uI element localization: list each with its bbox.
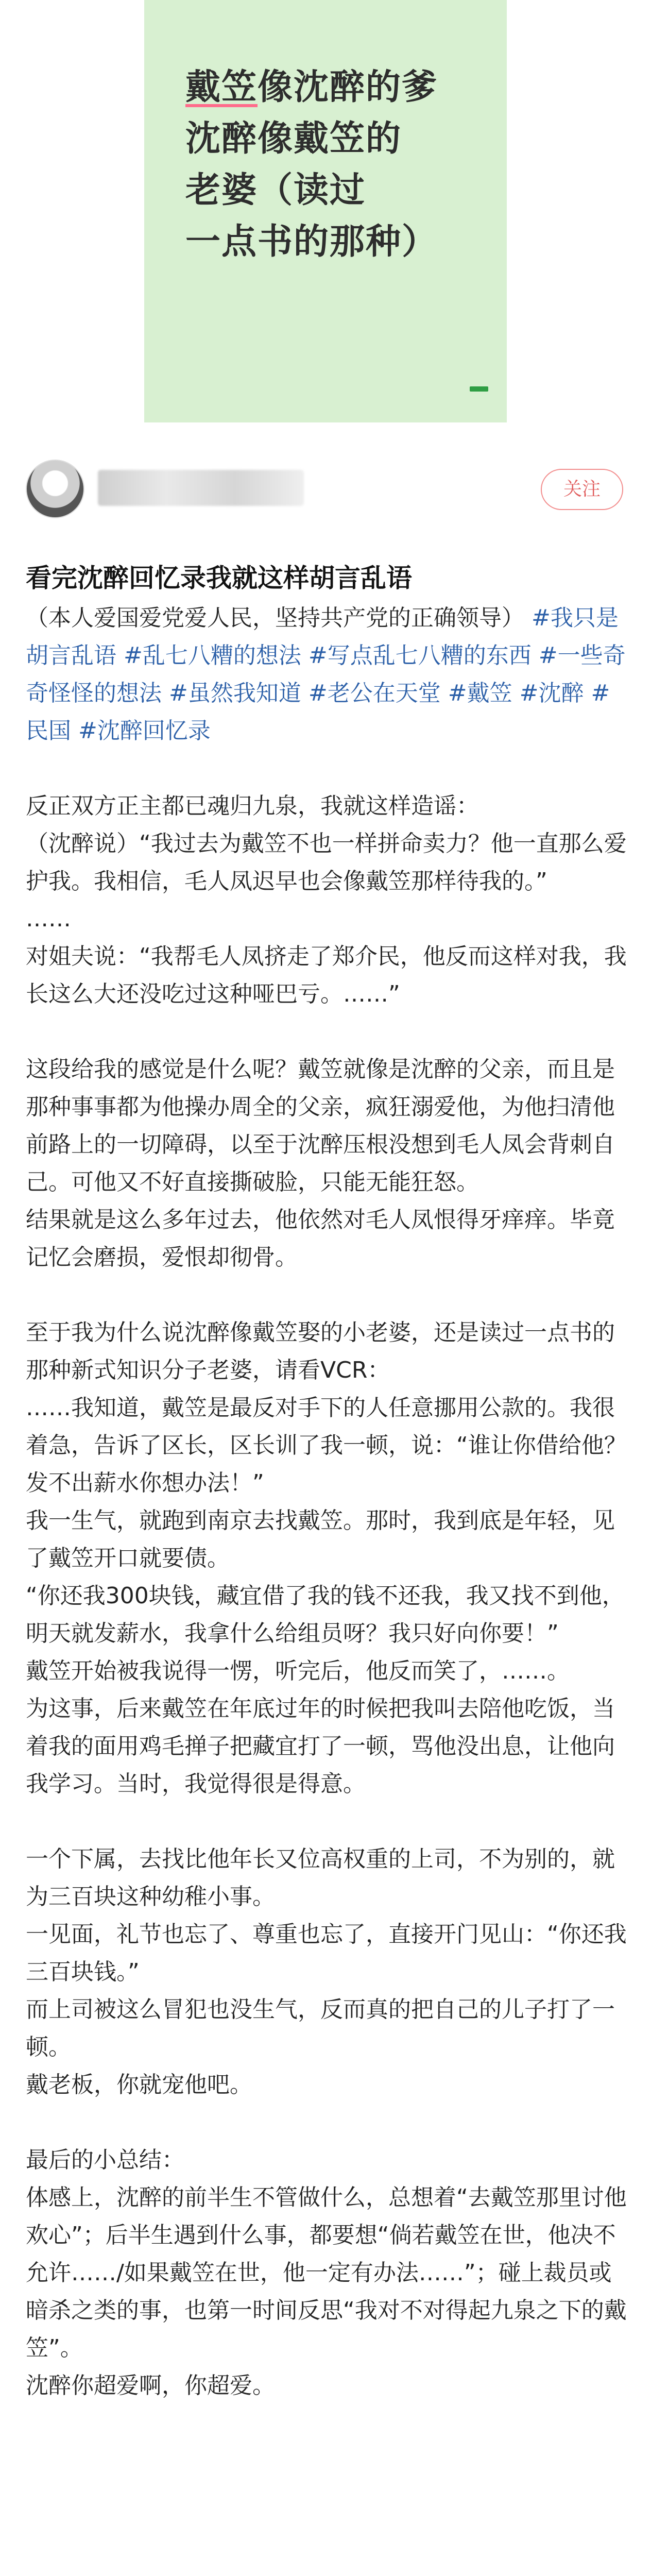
hashtag[interactable]: #沈醉回忆录 — [78, 718, 211, 744]
cover-highlight: 戴笠 — [185, 67, 258, 108]
post-paragraph-2: 这段给我的感觉是什么呢？戴笠就像是沈醉的父亲，而且是那种事事都为他操办周全的父亲，疯狂溺爱他，为他扫清他前路上的一切障碍，以至于沈醉压根没想到毛人凤会背刺自己。可他又不好直接撕破脸，只能无能狂怒。 结果就是这么多年过去，他依然对毛人凤恨得牙痒痒。毕竟记忆会磨损，爱恨却彻骨。 — [26, 1056, 615, 1270]
spacer — [26, 1013, 628, 1050]
cover-line-2: 沈醉像戴笠的 — [185, 118, 402, 159]
hashtag[interactable]: #乱七八糟的想法 — [124, 642, 301, 669]
hashtag[interactable]: #沈醉 — [519, 680, 584, 706]
cover-line-1: 像沈醉的爹 — [258, 67, 438, 108]
hashtag[interactable]: #民国 — [26, 680, 610, 744]
spacer — [26, 1276, 628, 1314]
cover-image[interactable] — [144, 0, 507, 422]
hashtag[interactable]: #写点乱七八糟的东西 — [308, 642, 532, 669]
post-paragraph-4: 一个下属，去找比他年长又位高权重的上司，不为别的，就为三百块这种幼稚小事。 一见面，礼节也忘了、尊重也忘了，直接开门见山：“你还我三百块钱。” 而上司被这么冒犯也没生气，反而真的把自己的儿子打了一顿。 戴老板，你就宠他吧。 — [26, 1846, 627, 2098]
hashtag[interactable]: #一些奇奇怪怪的想法 — [26, 642, 626, 706]
post-paragraph-3: 至于我为什么说沈醉像戴笠娶的小老婆，还是读过一点书的那种新式知识分子老婆，请看VCR： ……我知道，戴笠是最反对手下的人任意挪用公款的。我很着急，告诉了区长，区长训了我一顿，说：“谁让你借给他？发不出薪水你想办法！” 我一生气，就跑到南京去找戴笠。那时，我到底是年轻，见了戴笠开口就要债。 “你还我300块钱，藏宜借了我的钱不还我，我又找不到他，明天就发薪水，我拿什么给组员呀？我只好向你要！” 戴笠开始被我说得一愣，听完后，他反而笑了，……。 为这事，后来戴笠在年底过年的时候把我叫去陪他吃饭，当着我的面用鸡毛掸子把藏宜打了一顿，骂他没出息，让他向我学习。当时，我觉得很是得意。 — [26, 1319, 627, 1797]
post-tags-paragraph — [26, 599, 628, 750]
cover-text — [185, 62, 474, 268]
post-intro: （本人爱国爱党爱人民，坚持共产党的正确领导） — [26, 605, 524, 631]
hashtag[interactable]: #老公在天堂 — [308, 680, 441, 706]
cover-line-3: 老婆（读过 — [185, 170, 366, 211]
follow-button[interactable]: 关注 — [541, 469, 623, 510]
cover-decoration — [470, 386, 488, 392]
post-title: 看完沈醉回忆录我就这样胡言乱语 — [26, 563, 412, 593]
hashtag[interactable]: #我只是胡言乱语 — [26, 605, 619, 669]
username-blurred[interactable] — [98, 470, 304, 506]
spacer — [26, 750, 628, 787]
author-row — [0, 459, 651, 520]
cover-line-4: 一点书的那种） — [185, 222, 438, 262]
hashtag[interactable]: #虽然我知道 — [169, 680, 301, 706]
avatar[interactable] — [26, 460, 84, 518]
spacer — [26, 2104, 628, 2141]
hashtag[interactable]: #戴笠 — [448, 680, 512, 706]
post-paragraph-1: 反正双方正主都已魂归九泉，我就这样造谣： （沈醉说）“我过去为戴笠不也一样拼命卖力？他一直那么爱护我。我相信，毛人凤迟早也会像戴笠那样待我的。” …… 对姐夫说：“我帮毛人凤挤走了郑介民，他反而这样对我，我长这么大还没吃过这种哑巴亏。……” — [26, 793, 627, 1007]
post-content — [26, 559, 628, 2404]
spacer — [26, 1803, 628, 1840]
post-paragraph-5: 最后的小总结： 体感上，沈醉的前半生不管做什么，总想着“去戴笠那里讨他欢心”；后半生遇到什么事，都要想“倘若戴笠在世，他决不允许……/如果戴笠在世，他一定有办法……”；碰上裁员或暗杀之类的事，也第一时间反思“我对不对得起九泉之下的戴笠”。 沈醉你超爱啊，你超爱。 — [26, 2147, 627, 2399]
